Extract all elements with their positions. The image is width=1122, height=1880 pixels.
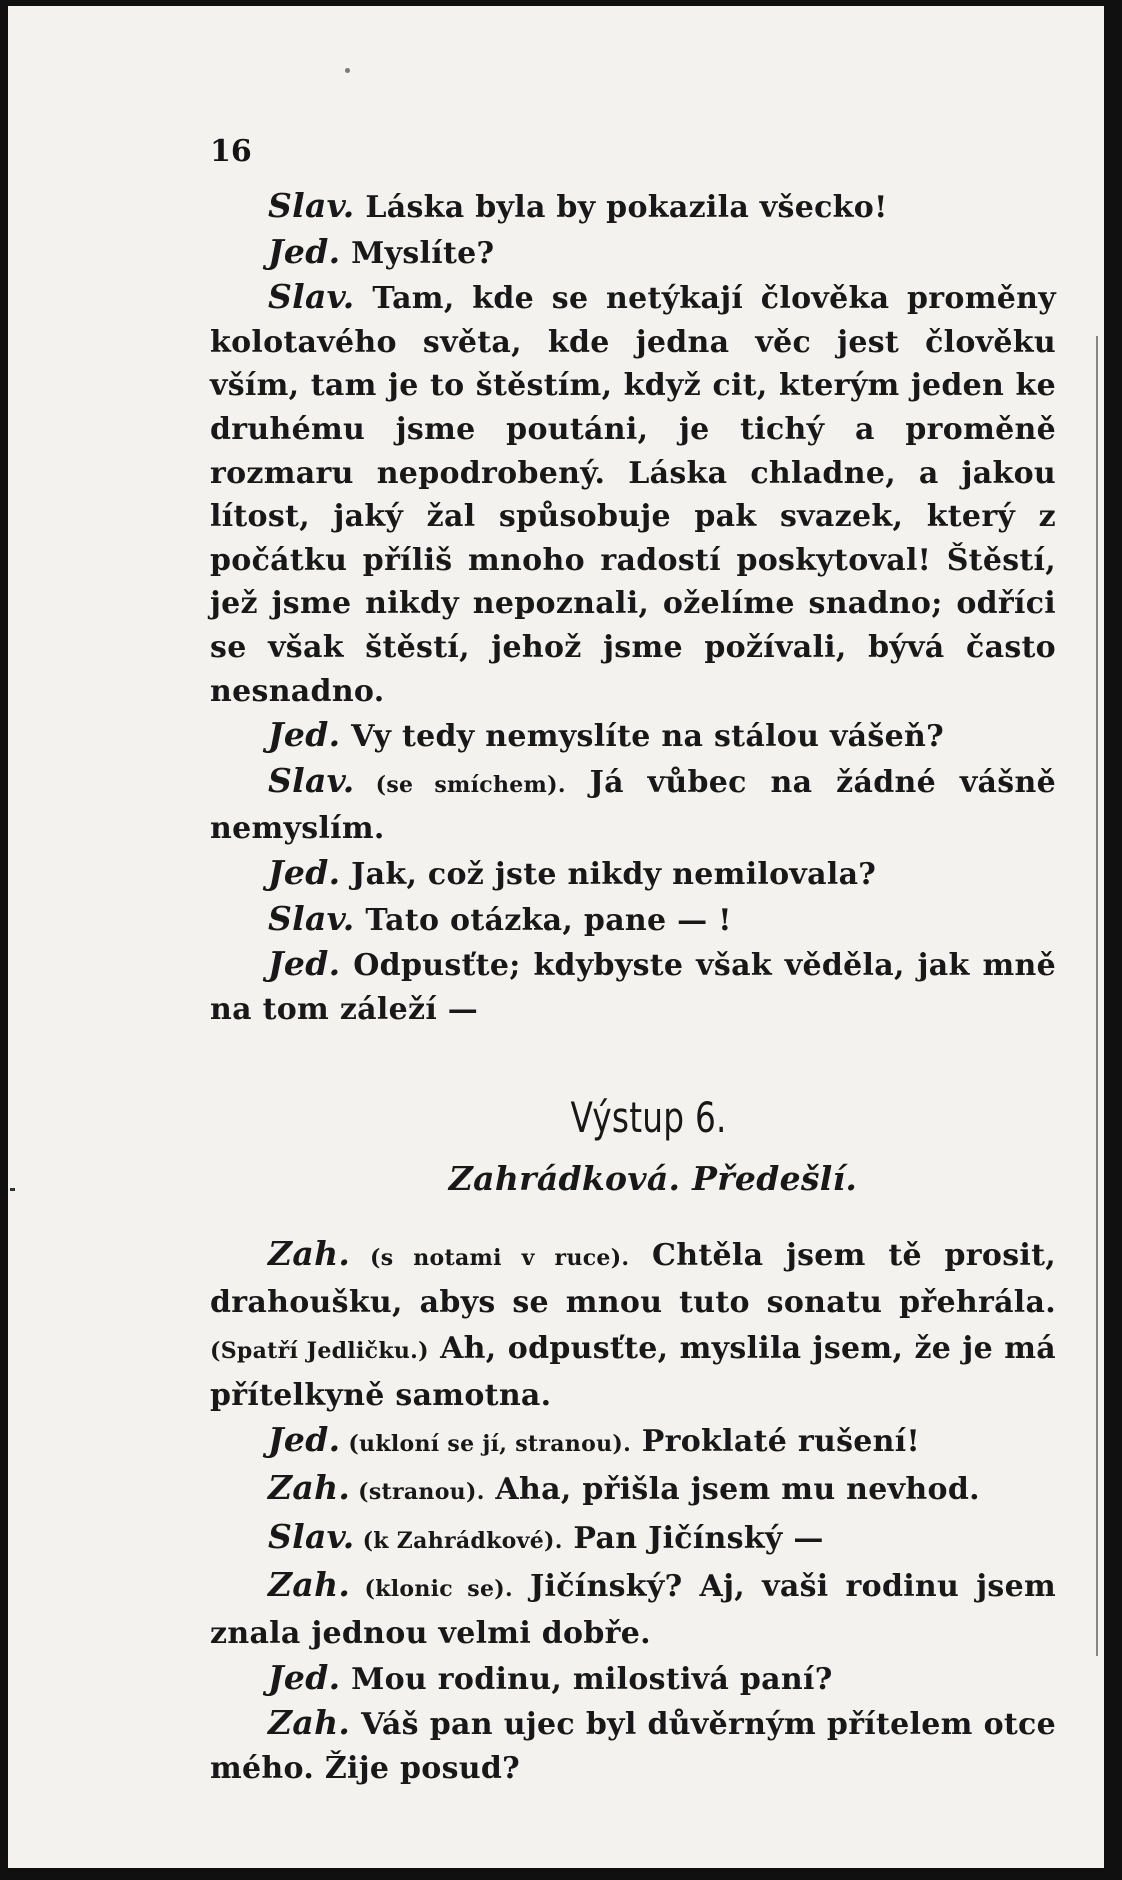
scan-edge-line xyxy=(1096,336,1098,1656)
speaker: Jed. xyxy=(268,852,341,892)
dialogue-line xyxy=(210,1232,1056,1417)
stage-direction: (klonic se). xyxy=(350,1576,513,1603)
speech: Jičínský? Aj, vaši rodinu jsem znala jednou velmi dobře. xyxy=(210,1569,1057,1652)
page-number: 16 xyxy=(210,134,252,169)
speaker: Slav. xyxy=(268,760,355,800)
dialogue-line xyxy=(210,759,1056,851)
speaker: Slav. xyxy=(268,186,355,225)
stage-direction: (se smíchem). xyxy=(354,771,566,798)
speaker: Slav. xyxy=(268,277,355,317)
speech: Láska byla by pokazila všecko! xyxy=(354,190,888,225)
speech: Mou rodinu, milostivá paní? xyxy=(340,1661,833,1697)
speech: Váš pan ujec byl důvěrným přítelem otce mého. Žije posud? xyxy=(210,1707,1056,1786)
dialogue-line xyxy=(210,1515,1056,1564)
dialogue-line xyxy=(210,1563,1056,1655)
speaker: Jed. xyxy=(268,1419,341,1459)
speech: Odpusťte; kdybyste však věděla, jak mně na tom záleží — xyxy=(210,948,1056,1027)
speech: Pan Jičínský — xyxy=(562,1520,824,1556)
speech: Proklaté rušení! xyxy=(631,1423,920,1459)
speaker: Zah. xyxy=(268,1703,351,1743)
stage-direction: (k Zahrádkové). xyxy=(354,1527,563,1554)
dialogue-line xyxy=(210,1656,1056,1702)
speaker: Jed. xyxy=(268,715,341,755)
speaker: Jed. xyxy=(268,1657,341,1697)
dialogue-line xyxy=(210,1701,1056,1790)
speech: Ah, odpusťte, myslila jsem, že je má přítelkyně samotna. xyxy=(210,1331,1057,1414)
stage-direction: (Spatří Jedličku.) xyxy=(210,1338,429,1365)
speaker: Slav. xyxy=(268,1516,355,1556)
speaker: Zah. xyxy=(268,1565,351,1605)
speech: Jak, což jste nikdy nemilovala? xyxy=(340,856,877,892)
scene-characters: Zahrádková. Předešlí. xyxy=(448,1159,858,1199)
book-page xyxy=(8,6,1104,1868)
speaker: Slav. xyxy=(268,898,355,938)
dialogue-line xyxy=(210,1418,1056,1467)
dialogue-line xyxy=(210,851,1056,897)
dialogue-line xyxy=(210,713,1056,759)
dialogue-line xyxy=(210,184,1056,230)
scan-speck xyxy=(10,1188,15,1191)
speaker: Jed. xyxy=(268,944,341,984)
speech: Tato otázka, pane — ! xyxy=(354,902,732,938)
speech: Tam, kde se netýkají člověka proměny kolotavého světa, kde jedna věc jest člověku vším, tam je to štěstím, když cit, kterým jeden ke druhému jsme poutáni, je tichý a proměně rozmaru nepodrobený. Láska chladne, a jakou lítost, jaký žal spůsobuje pak svazek, který z počátku příliš mnoho radostí poskytoval! Štěstí, jež jsme nikdy nepoznali, oželíme snadno; odříci se však štěstí, jehož jsme požívali, bývá často nesnadno. xyxy=(210,281,1056,709)
speech: Aha, přišla jsem mu nevhod. xyxy=(484,1472,980,1508)
dialogue-line xyxy=(210,942,1056,1031)
scene-heading: Výstup 6. xyxy=(570,1093,727,1143)
play-text xyxy=(210,184,1056,1790)
stage-direction: (s notami v ruce). xyxy=(350,1245,630,1272)
dialogue-line xyxy=(210,897,1056,943)
dialogue-line xyxy=(210,1466,1056,1515)
speaker: Zah. xyxy=(268,1234,351,1274)
speech: Já vůbec na žádné vášně nemyslím. xyxy=(210,764,1056,847)
stage-direction: (ukloní se jí, stranou). xyxy=(340,1430,632,1457)
dialogue-line xyxy=(210,275,1056,713)
speaker: Zah. xyxy=(268,1468,351,1508)
speaker: Jed. xyxy=(268,231,341,271)
speech: Myslíte? xyxy=(340,235,495,271)
scan-speck xyxy=(345,68,350,73)
speech: Vy tedy nemyslíte na stálou vášeň? xyxy=(340,719,944,755)
speech: Chtěla jsem tě prosit, drahoušku, abys se mnou tuto sonatu přehrála. xyxy=(210,1238,1057,1320)
stage-direction: (stranou). xyxy=(350,1479,485,1506)
dialogue-line xyxy=(210,230,1056,276)
